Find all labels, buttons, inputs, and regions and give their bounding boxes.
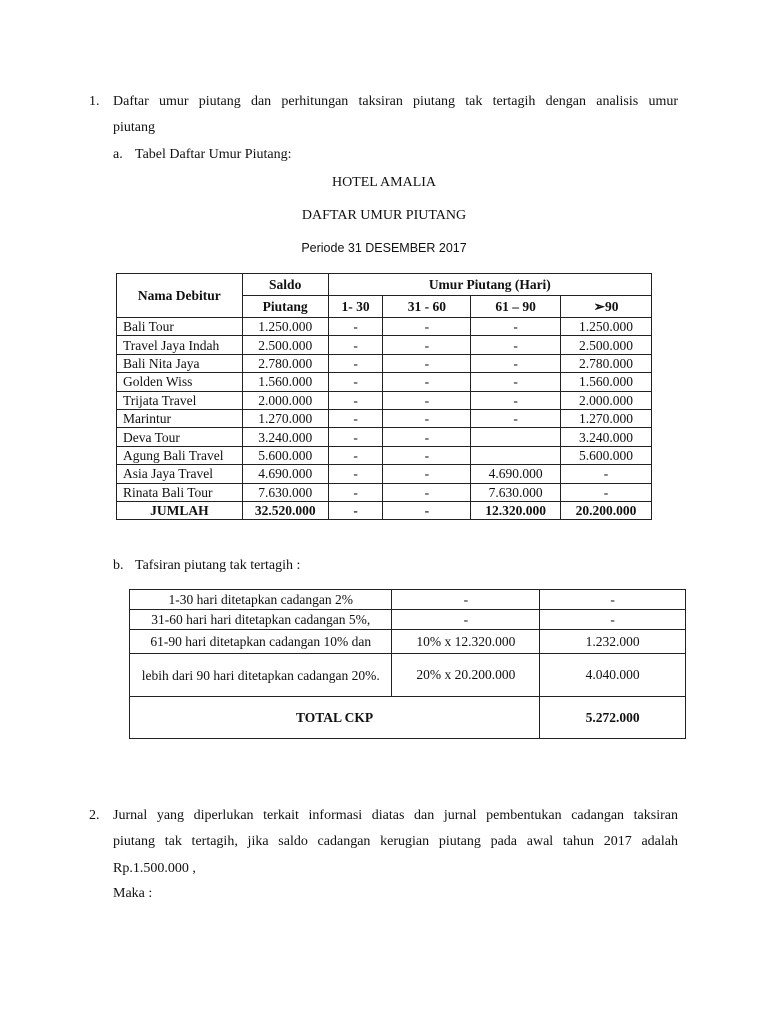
- section2-text-line2: piutang tak tertagih, jika saldo cadangan kerugian piutang pada awal tahun 2017 adalah: [113, 834, 678, 849]
- debitur-name: Travel Jaya Indah: [117, 336, 243, 354]
- header-umur-piutang: Umur Piutang (Hari): [328, 274, 651, 296]
- table-row: [117, 373, 652, 391]
- section2-text-line3: Rp.1.500.000 ,: [113, 861, 196, 876]
- table-row: [117, 446, 652, 464]
- bucket-31-60: -: [383, 373, 471, 391]
- estimate-amount: -: [540, 610, 686, 630]
- sub-item-b-text: Tafsiran piutang tak tertagih :: [135, 558, 301, 573]
- arrow-bullet-icon: ➢: [593, 299, 605, 314]
- saldo-piutang: 7.630.000: [242, 483, 328, 501]
- table-row: [117, 336, 652, 354]
- table-row: [117, 318, 652, 336]
- bucket-31-60: -: [383, 465, 471, 483]
- estimate-amount: 1.232.000: [540, 630, 686, 654]
- bucket-1-30: -: [328, 318, 383, 336]
- bucket-over-90: -: [561, 465, 652, 483]
- estimate-desc: 1-30 hari ditetapkan cadangan 2%: [130, 590, 392, 610]
- section1-text-line1: Daftar umur piutang dan perhitungan taksiran piutang tak tertagih dengan analisis umur: [113, 94, 678, 109]
- header-saldo: Saldo: [242, 274, 328, 296]
- debitur-name: Bali Tour: [117, 318, 243, 336]
- section1-text-line2: piutang: [113, 120, 155, 135]
- header-bucket-31-60: 31 - 60: [383, 296, 471, 318]
- debitur-name: Trijata Travel: [117, 391, 243, 409]
- total-bucket-over-90: 20.200.000: [561, 501, 652, 519]
- sub-item-b-letter: b.: [113, 558, 124, 573]
- table-row: [117, 409, 652, 427]
- bucket-1-30: -: [328, 446, 383, 464]
- total-ckp-amount: 5.272.000: [540, 697, 686, 739]
- report-period: Periode 31 DESEMBER 2017: [301, 241, 467, 255]
- saldo-piutang: 1.560.000: [242, 373, 328, 391]
- bucket-61-90: -: [471, 336, 561, 354]
- bucket-over-90: 2.780.000: [561, 354, 652, 372]
- report-title: DAFTAR UMUR PIUTANG: [301, 208, 467, 223]
- item-number-1: 1.: [89, 94, 100, 109]
- bucket-1-30: -: [328, 391, 383, 409]
- header-nama-debitur: Nama Debitur: [117, 274, 243, 318]
- estimate-table: [129, 589, 686, 739]
- total-bucket-61-90: 12.320.000: [471, 501, 561, 519]
- saldo-piutang: 1.270.000: [242, 409, 328, 427]
- total-bucket-31-60: -: [383, 501, 471, 519]
- debitur-name: Agung Bali Travel: [117, 446, 243, 464]
- section2-text-line1: Jurnal yang diperlukan terkait informasi diatas dan jurnal pembentukan cadangan taksiran: [113, 808, 678, 823]
- saldo-piutang: 2.500.000: [242, 336, 328, 354]
- bucket-over-90: 1.250.000: [561, 318, 652, 336]
- bucket-61-90: -: [471, 373, 561, 391]
- estimate-calc: -: [392, 590, 540, 610]
- bucket-31-60: -: [383, 336, 471, 354]
- bucket-31-60: -: [383, 318, 471, 336]
- table-row: [117, 465, 652, 483]
- header-piutang: Piutang: [242, 296, 328, 318]
- estimate-desc: 31-60 hari hari ditetapkan cadangan 5%,: [130, 610, 392, 630]
- bucket-61-90: [471, 446, 561, 464]
- estimate-amount: -: [540, 590, 686, 610]
- bucket-31-60: -: [383, 391, 471, 409]
- estimate-calc: 10% x 12.320.000: [392, 630, 540, 654]
- saldo-piutang: 1.250.000: [242, 318, 328, 336]
- bucket-31-60: -: [383, 354, 471, 372]
- sub-item-a-text: Tabel Daftar Umur Piutang:: [135, 147, 292, 162]
- header-bucket-1-30: 1- 30: [328, 296, 383, 318]
- bucket-over-90: 2.500.000: [561, 336, 652, 354]
- saldo-piutang: 2.780.000: [242, 354, 328, 372]
- bucket-61-90: -: [471, 391, 561, 409]
- bucket-1-30: -: [328, 409, 383, 427]
- sub-item-a-letter: a.: [113, 147, 123, 162]
- bucket-over-90: 1.270.000: [561, 409, 652, 427]
- aging-table: [116, 273, 652, 520]
- debitur-name: Bali Nita Jaya: [117, 354, 243, 372]
- item-number-2: 2.: [89, 808, 100, 823]
- estimate-desc: 61-90 hari ditetapkan cadangan 10% dan: [130, 630, 392, 654]
- bucket-61-90: -: [471, 409, 561, 427]
- saldo-piutang: 2.000.000: [242, 391, 328, 409]
- section2-text-line4: Maka :: [113, 886, 153, 901]
- bucket-31-60: -: [383, 409, 471, 427]
- bucket-61-90: [471, 428, 561, 446]
- debitur-name: Asia Jaya Travel: [117, 465, 243, 483]
- header-bucket-61-90: 61 – 90: [471, 296, 561, 318]
- debitur-name: Golden Wiss: [117, 373, 243, 391]
- bucket-31-60: -: [383, 446, 471, 464]
- bucket-1-30: -: [328, 354, 383, 372]
- bucket-61-90: -: [471, 318, 561, 336]
- bucket-1-30: -: [328, 428, 383, 446]
- company-name: HOTEL AMALIA: [331, 175, 437, 190]
- saldo-piutang: 3.240.000: [242, 428, 328, 446]
- bucket-61-90: -: [471, 354, 561, 372]
- bucket-over-90: 3.240.000: [561, 428, 652, 446]
- estimate-calc: -: [392, 610, 540, 630]
- estimate-desc: lebih dari 90 hari ditetapkan cadangan 20%.: [130, 654, 392, 697]
- table-row: [117, 483, 652, 501]
- total-bucket-1-30: -: [328, 501, 383, 519]
- estimate-calc: 20% x 20.200.000: [392, 654, 540, 697]
- bucket-over-90: -: [561, 483, 652, 501]
- bucket-61-90: 7.630.000: [471, 483, 561, 501]
- bucket-61-90: 4.690.000: [471, 465, 561, 483]
- saldo-piutang: 5.600.000: [242, 446, 328, 464]
- estimate-amount: 4.040.000: [540, 654, 686, 697]
- total-label: JUMLAH: [117, 501, 243, 519]
- total-saldo: 32.520.000: [242, 501, 328, 519]
- debitur-name: Marintur: [117, 409, 243, 427]
- header-bucket-over-90: ➢90: [561, 296, 652, 318]
- table-row: [117, 428, 652, 446]
- bucket-1-30: -: [328, 336, 383, 354]
- bucket-over-90: 5.600.000: [561, 446, 652, 464]
- saldo-piutang: 4.690.000: [242, 465, 328, 483]
- bucket-31-60: -: [383, 483, 471, 501]
- bucket-31-60: -: [383, 428, 471, 446]
- bucket-over-90: 1.560.000: [561, 373, 652, 391]
- table-row: [117, 354, 652, 372]
- debitur-name: Rinata Bali Tour: [117, 483, 243, 501]
- debitur-name: Deva Tour: [117, 428, 243, 446]
- bucket-1-30: -: [328, 373, 383, 391]
- table-row: [117, 391, 652, 409]
- total-ckp-label: TOTAL CKP: [130, 697, 540, 739]
- bucket-1-30: -: [328, 465, 383, 483]
- bucket-over-90: 2.000.000: [561, 391, 652, 409]
- bucket-1-30: -: [328, 483, 383, 501]
